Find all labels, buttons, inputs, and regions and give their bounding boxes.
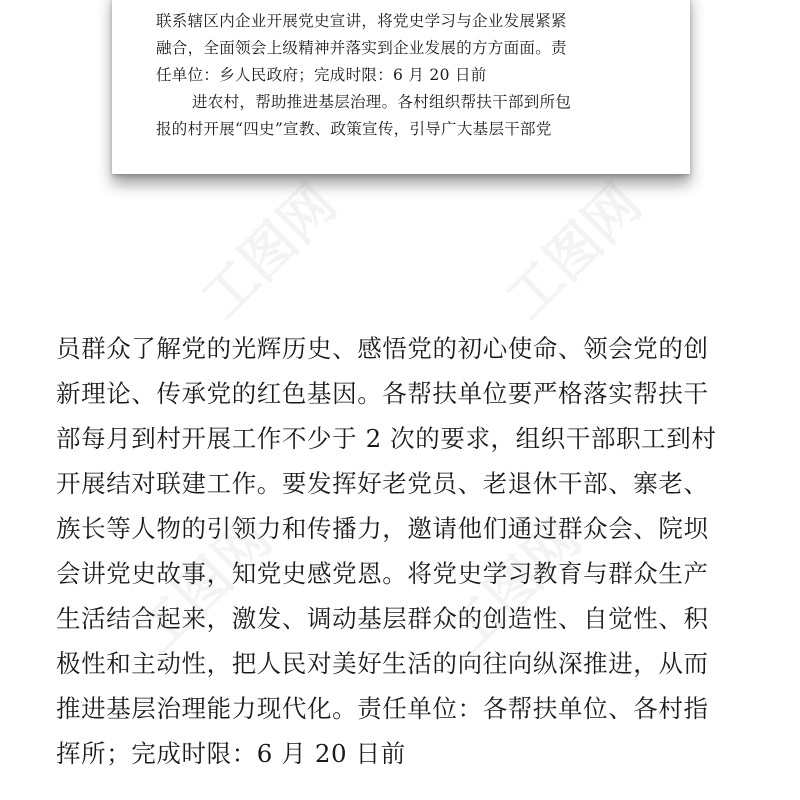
preview-text-line: 任单位：乡人民政府；完成时限：6 月 20 日前 bbox=[156, 66, 487, 84]
body-text-line: 会讲党史故事，知党史感党恩。将党史学习教育与群众生产 bbox=[56, 559, 709, 588]
body-text-line: 极性和主动性，把人民对美好生活的向往向纵深推进，从而 bbox=[56, 649, 709, 678]
body-text-line: 部每月到村开展工作不少于 2 次的要求，组织干部职工到村 bbox=[56, 424, 717, 453]
body-text-line: 生活结合起来，激发、调动基层群众的创造性、自觉性、积 bbox=[56, 604, 709, 633]
body-text-line: 推进基层治理能力现代化。责任单位：各帮扶单位、各村指 bbox=[56, 694, 709, 723]
body-text-line: 挥所；完成时限：6 月 20 日前 bbox=[56, 739, 406, 768]
body-text-line: 新理论、传承党的红色基因。各帮扶单位要严格落实帮扶干 bbox=[56, 379, 709, 408]
preview-text-line: 融合，全面领会上级精神并落实到企业发展的方方面面。责 bbox=[156, 39, 567, 57]
watermark: 工图网 bbox=[494, 171, 654, 331]
document-preview-card bbox=[112, 0, 690, 174]
document-body-text bbox=[56, 326, 756, 776]
preview-text-line: 进农村，帮助推进基层治理。各村组织帮扶干部到所包 bbox=[192, 93, 572, 111]
preview-text-line: 联系辖区内企业开展党史宣讲，将党史学习与企业发展紧紧 bbox=[156, 12, 567, 30]
body-text-line: 员群众了解党的光辉历史、感悟党的初心使命、领会党的创 bbox=[56, 334, 709, 363]
preview-text-line: 报的村开展“四史”宣教、政策宣传，引导广大基层干部党 bbox=[156, 120, 552, 138]
body-text-line: 开展结对联建工作。要发挥好老党员、老退休干部、寨老、 bbox=[56, 469, 709, 498]
body-text-line: 族长等人物的引领力和传播力，邀请他们通过群众会、院坝 bbox=[56, 514, 709, 543]
watermark: 工图网 bbox=[434, 506, 594, 666]
watermark: 工图网 bbox=[124, 506, 284, 666]
watermark: 工图网 bbox=[189, 171, 349, 331]
